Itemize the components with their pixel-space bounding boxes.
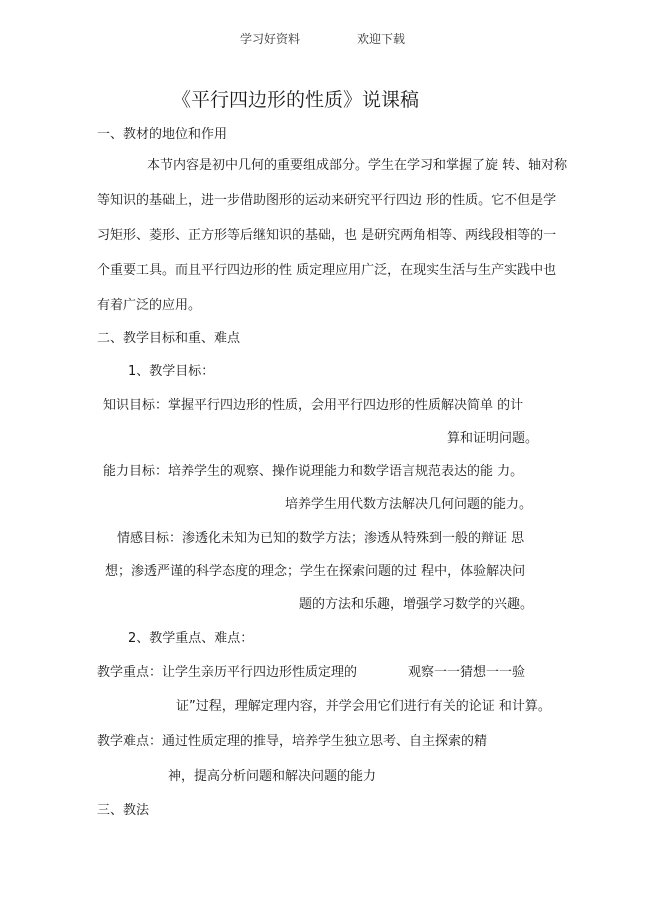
header-left-text: 学习好资料: [240, 32, 301, 46]
emotion-goal-line-2: 想；渗透严谨的科学态度的理念；学生在探索问题的过 程中，体验解决问: [105, 564, 526, 579]
key-point-line-2: 证”过程，理解定理内容，并学会用它们进行有关的论证 和计算。: [176, 699, 551, 714]
knowledge-goal-line-2: 算和证明问题。: [447, 431, 539, 446]
section-1-line-5: 有着广泛的应用。: [97, 298, 202, 313]
subsection-2-heading: 2、教学重点、难点：: [128, 631, 254, 646]
key-point-line-1a: 教学重点：让学生亲历平行四边形性质定理的: [97, 665, 358, 680]
ability-goal-line-2: 培养学生用代数方法解决几何问题的能力。: [285, 497, 533, 512]
knowledge-goal-line-1: 知识目标：掌握平行四边形的性质，会用平行四边形的性质解决简单 的计: [103, 398, 524, 413]
section-1-line-1: 本节内容是初中几何的重要组成部分。学生在学习和掌握了旋 转、轴对称: [147, 158, 568, 173]
document-title: 《平行四边形的性质》说课稿: [172, 89, 420, 111]
section-3-heading: 三、教法: [97, 803, 150, 818]
subsection-1-heading: 1、教学目标：: [128, 364, 215, 379]
section-1-line-2: 等知识的基础上，进一步借助图形的运动来研究平行四边 形的性质。它不但是学: [97, 193, 557, 208]
section-1-line-4: 个重要工具。而且平行四边形的性 质定理应用广泛，在现实生活与生产实践中也: [97, 263, 557, 278]
emotion-goal-line-1: 情感目标：渗透化未知为已知的数学方法；渗透从特殊到一般的辩证 思: [117, 531, 525, 546]
section-1-line-3: 习矩形、菱形、正方形等后继知识的基础，也 是研究两角相等、两线段相等的一: [97, 228, 557, 243]
difficulty-line-1: 教学难点：通过性质定理的推导，培养学生独立思考、自主探索的精: [97, 734, 488, 749]
key-point-line-1b: 观察一一猜想一一验: [408, 665, 526, 680]
emotion-goal-line-3: 题的方法和乐趣，增强学习数学的兴趣。: [299, 597, 534, 612]
difficulty-line-2: 神，提高分析问题和解决问题的能力: [168, 769, 377, 784]
section-2-heading: 二、教学目标和重、难点: [97, 331, 241, 346]
header-right-text: 欢迎下载: [357, 32, 406, 46]
ability-goal-line-1: 能力目标：培养学生的观察、操作说理能力和数学语言规范表达的能 力。: [103, 464, 524, 479]
section-1-heading: 一、教材的地位和作用: [97, 127, 228, 142]
